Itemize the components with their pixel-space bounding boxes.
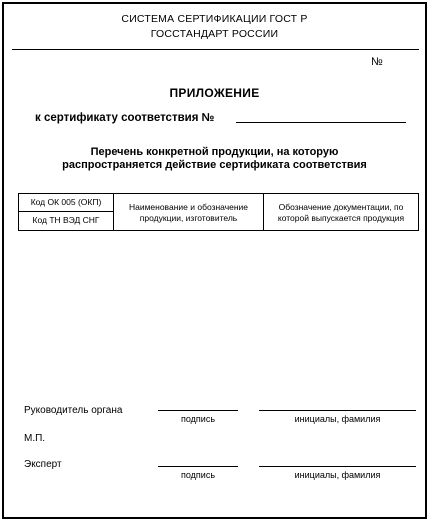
documentation-header-line-2: которой выпускается продукция <box>277 213 405 223</box>
documentation-header-line-1: Обозначение документации, по <box>278 202 404 212</box>
head-of-authority-label: Руководитель органа <box>24 405 123 416</box>
product-name-header <box>114 202 263 224</box>
okp-code-header: Код ОК 005 (ОКП) <box>30 197 102 207</box>
product-table-header <box>18 193 419 231</box>
expert-name-caption: инициалы, фамилия <box>294 470 381 480</box>
number-sign: № <box>371 56 383 68</box>
subtitle-line-2: распространяется действие сертификата соответствия <box>62 159 367 171</box>
certificate-annex-form <box>2 2 427 519</box>
code-column <box>19 194 114 230</box>
agency-name: ГОССТАНДАРТ РОССИИ <box>150 28 279 40</box>
documentation-header <box>264 202 418 224</box>
header-divider <box>12 49 419 50</box>
expert-signature-caption: подпись <box>180 470 216 480</box>
product-name-header-line-2: продукции, изготовитель <box>139 213 238 223</box>
expert-name-field[interactable] <box>259 466 416 467</box>
head-signature-caption: подпись <box>180 414 216 424</box>
product-name-header-line-1: Наименование и обозначение <box>128 202 249 212</box>
head-name-caption: инициалы, фамилия <box>294 414 381 424</box>
expert-signature-field[interactable] <box>158 466 238 467</box>
product-name-column <box>114 194 264 230</box>
seal-label: М.П. <box>24 433 46 444</box>
tn-ved-code-header: Код ТН ВЭД СНГ <box>32 215 100 225</box>
head-signature-field[interactable] <box>158 410 238 411</box>
page-title: ПРИЛОЖЕНИЕ <box>169 86 260 100</box>
head-name-field[interactable] <box>259 410 416 411</box>
expert-label: Эксперт <box>24 459 62 470</box>
certificate-number-field[interactable] <box>236 122 406 123</box>
documentation-column <box>264 194 418 230</box>
system-name: СИСТЕМА СЕРТИФИКАЦИИ ГОСТ Р <box>121 13 308 25</box>
certificate-reference-label: к сертификату соответствия № <box>35 112 215 124</box>
subtitle-line-1: Перечень конкретной продукции, на которую <box>90 146 339 158</box>
